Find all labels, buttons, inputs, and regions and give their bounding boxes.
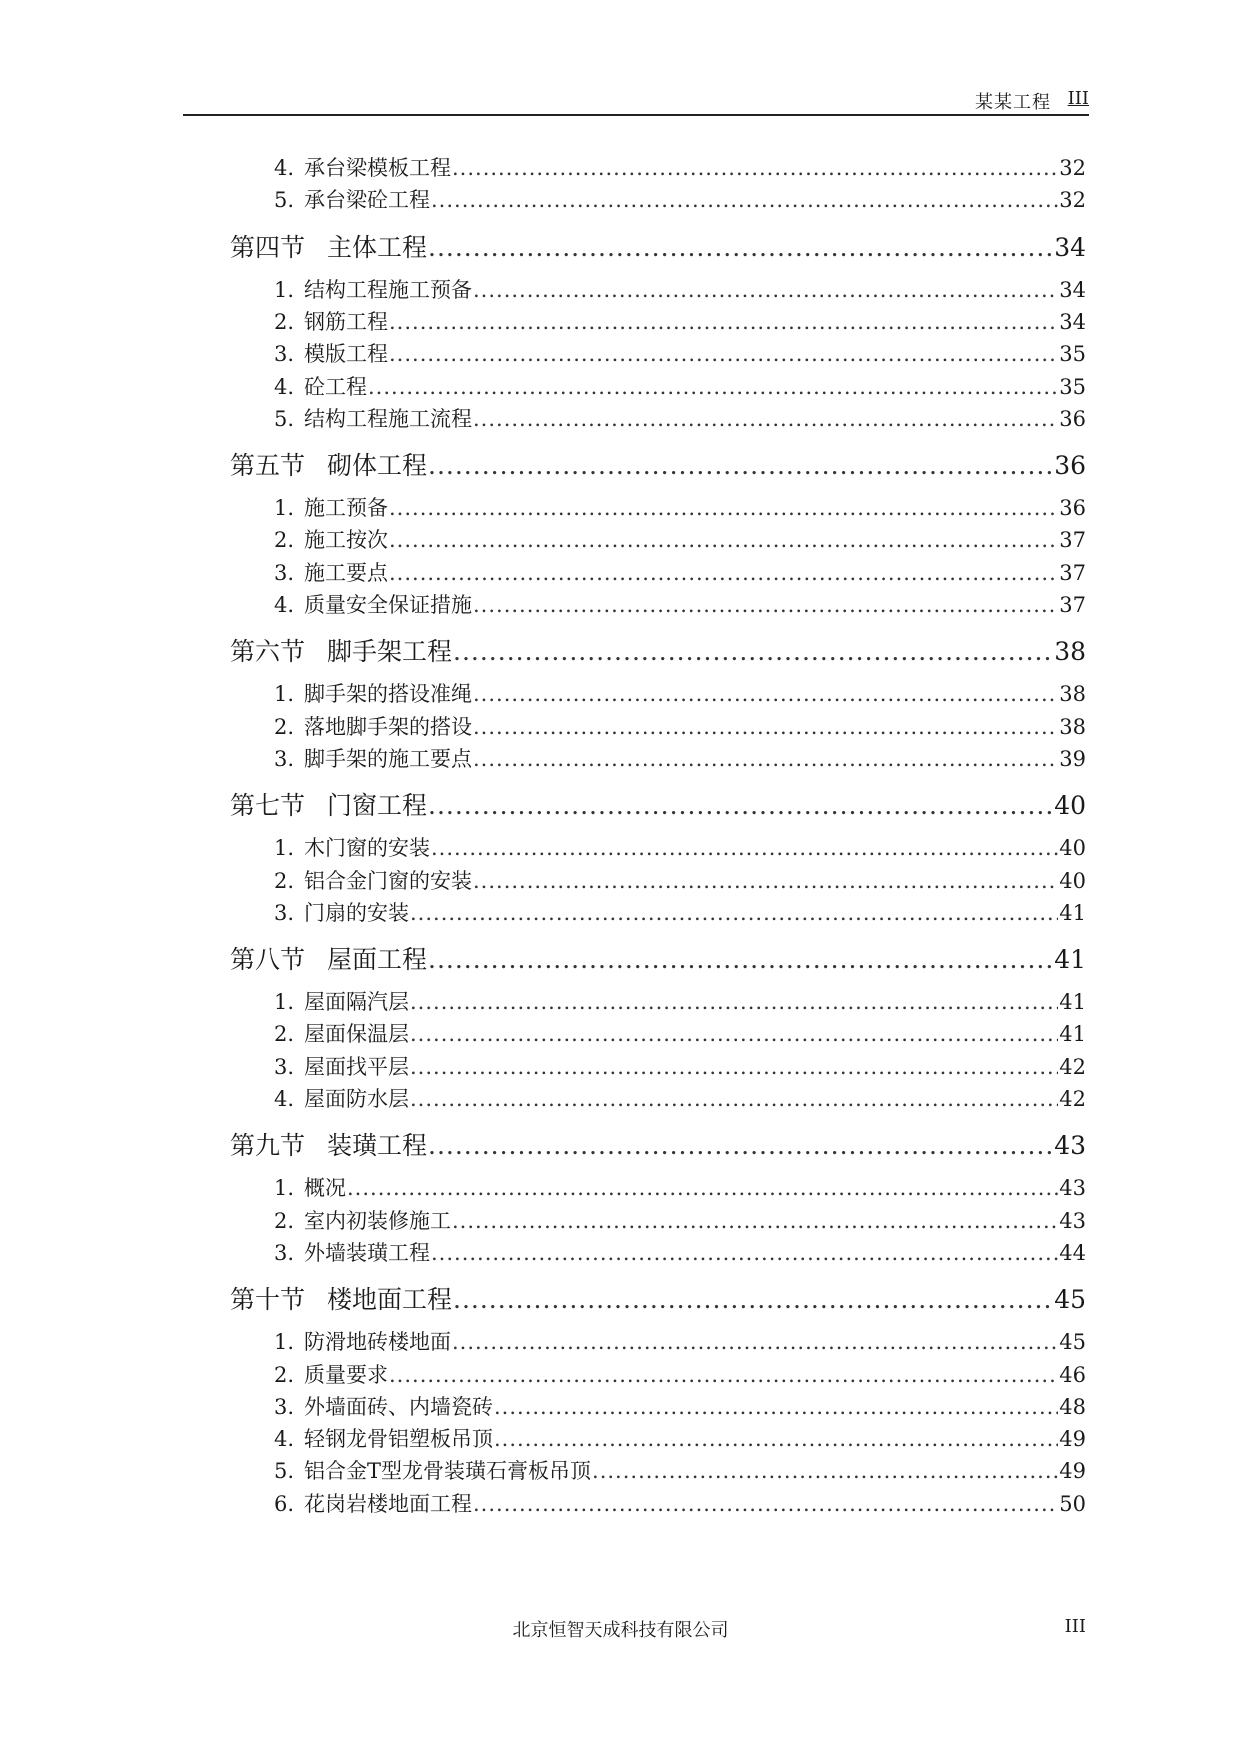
toc-entry-page-number: 40 (1054, 791, 1086, 821)
toc-entry-page-number: 41 (1059, 900, 1086, 925)
toc-item-entry[interactable] (274, 1172, 1086, 1202)
toc-item-entry[interactable] (274, 1326, 1086, 1356)
toc-dot-leader (410, 990, 1058, 1014)
toc-entry-number: 第六节 (230, 637, 306, 667)
toc-section-entry[interactable] (230, 940, 1086, 976)
toc-entry-number: 第十节 (230, 1285, 306, 1315)
toc-entry-page-number: 42 (1059, 1087, 1086, 1111)
toc-dot-leader (592, 1459, 1058, 1483)
toc-dot-leader (428, 945, 1053, 974)
toc-section-entry[interactable] (230, 632, 1086, 668)
toc-entry-page-number: 36 (1054, 451, 1086, 481)
toc-entry-title: 铝合金门窗的安装 (304, 868, 472, 893)
toc-entry-page-number: 36 (1059, 406, 1086, 431)
toc-dot-leader (453, 1285, 1053, 1314)
toc-dot-leader (431, 1241, 1058, 1265)
toc-item-entry[interactable] (274, 1423, 1086, 1453)
toc-dot-leader (473, 278, 1058, 302)
toc-entry-page-number: 34 (1059, 277, 1086, 302)
toc-dot-leader (494, 1427, 1058, 1451)
toc-dot-leader (389, 496, 1058, 520)
toc-entry-number: 2. (274, 1022, 295, 1047)
toc-dot-leader (389, 310, 1058, 334)
toc-entry-page-number: 32 (1059, 188, 1086, 213)
toc-entry-number: 4. (274, 374, 295, 399)
toc-item-entry[interactable] (274, 678, 1086, 708)
toc-dot-leader (389, 528, 1058, 552)
toc-entry-number: 第八节 (230, 945, 306, 975)
toc-item-entry[interactable] (274, 711, 1086, 741)
toc-entry-number: 3. (274, 1240, 295, 1265)
toc-dot-leader (473, 715, 1058, 739)
toc-entry-number: 4. (274, 1427, 295, 1452)
toc-entry-number: 4. (274, 1087, 295, 1111)
toc-entry-title: 门窗工程 (327, 791, 428, 821)
toc-entry-page-number: 41 (1059, 1022, 1086, 1047)
toc-entry-number: 2. (274, 1362, 295, 1387)
toc-entry-number: 3. (274, 560, 295, 585)
toc-entry-title: 屋面隔汽层 (304, 990, 409, 1015)
toc-entry-title: 门扇的安装 (304, 900, 409, 925)
toc-entry-title: 钢筋工程 (304, 309, 388, 334)
toc-entry-title: 施工预备 (304, 496, 388, 521)
toc-item-entry[interactable] (274, 832, 1086, 862)
toc-entry-title: 铝合金T型龙骨装璜石膏板吊顶 (304, 1459, 592, 1484)
toc-entry-title: 承台梁模板工程 (304, 156, 451, 180)
toc-dot-leader (473, 407, 1058, 431)
toc-entry-number: 第九节 (230, 1131, 306, 1161)
toc-entry-title: 施工按次 (304, 528, 388, 553)
toc-item-entry[interactable] (274, 338, 1086, 368)
toc-entry-number: 1. (274, 1330, 295, 1355)
toc-entry-page-number: 41 (1059, 990, 1086, 1015)
toc-dot-leader (428, 791, 1053, 820)
toc-item-entry[interactable] (274, 371, 1086, 401)
toc-dot-leader (473, 682, 1058, 706)
toc-entry-number: 5. (274, 1459, 295, 1484)
toc-entry-page-number: 48 (1059, 1394, 1086, 1419)
toc-entry-number: 2. (274, 528, 295, 553)
toc-dot-leader (431, 188, 1058, 212)
toc-item-entry[interactable] (274, 589, 1086, 619)
toc-entry-title: 外墙面砖、内墙瓷砖 (304, 1394, 493, 1419)
toc-section-entry[interactable] (230, 228, 1086, 264)
toc-entry-number: 3. (274, 342, 295, 367)
toc-item-entry[interactable] (274, 1455, 1086, 1485)
toc-entry-title: 承台梁砼工程 (304, 188, 430, 213)
toc-entry-title: 防滑地砖楼地面 (304, 1330, 451, 1355)
toc-dot-leader (473, 593, 1058, 617)
toc-entry-title: 脚手架的搭设准绳 (304, 682, 472, 707)
toc-entry-title: 脚手架的施工要点 (304, 746, 472, 771)
toc-entry-page-number: 40 (1059, 868, 1086, 893)
toc-dot-leader (473, 747, 1058, 771)
toc-entry-title: 脚手架工程 (327, 637, 453, 667)
toc-entry-page-number: 41 (1054, 945, 1086, 975)
toc-entry-number: 3. (274, 900, 295, 925)
toc-entry-title: 楼地面工程 (327, 1285, 453, 1315)
toc-entry-page-number: 36 (1059, 496, 1086, 521)
toc-dot-leader (473, 869, 1058, 893)
toc-dot-leader (410, 1055, 1058, 1079)
toc-entry-number: 2. (274, 309, 295, 334)
toc-entry-title: 屋面保温层 (304, 1022, 409, 1047)
toc-item-entry[interactable] (274, 986, 1086, 1016)
toc-entry-page-number: 39 (1059, 746, 1086, 771)
toc-item-entry[interactable] (274, 743, 1086, 773)
toc-section-entry[interactable] (230, 1280, 1086, 1316)
toc-entry-page-number: 38 (1059, 682, 1086, 707)
toc-dot-leader (428, 233, 1053, 262)
toc-entry-number: 5. (274, 406, 295, 431)
toc-dot-leader (428, 451, 1053, 480)
toc-dot-leader (347, 1176, 1058, 1200)
toc-entry-page-number: 43 (1054, 1131, 1086, 1161)
toc-item-entry[interactable] (274, 1391, 1086, 1421)
toc-section-entry[interactable] (230, 1126, 1086, 1162)
toc-dot-leader (410, 1087, 1058, 1111)
toc-entry-title: 质量安全保证措施 (304, 593, 472, 617)
toc-dot-leader (410, 901, 1058, 925)
toc-entry-number: 3. (274, 1054, 295, 1079)
toc-entry-title: 砼工程 (304, 374, 367, 399)
toc-dot-leader (452, 1209, 1058, 1233)
toc-item-entry[interactable] (274, 897, 1086, 927)
toc-entry-page-number: 37 (1059, 560, 1086, 585)
toc-item-entry[interactable] (274, 274, 1086, 304)
toc-entry-page-number: 46 (1059, 1362, 1086, 1387)
toc-item-entry[interactable] (274, 1018, 1086, 1048)
toc-entry-page-number: 34 (1059, 309, 1086, 334)
toc-item-entry[interactable] (274, 1359, 1086, 1389)
toc-dot-leader (389, 1363, 1058, 1387)
toc-entry-page-number: 40 (1059, 836, 1086, 861)
toc-entry-number: 1. (274, 1176, 295, 1201)
toc-entry-title: 结构工程施工流程 (304, 406, 472, 431)
toc-item-entry[interactable] (274, 152, 1086, 182)
toc-entry-number: 4. (274, 593, 295, 617)
toc-section-entry[interactable] (230, 786, 1086, 822)
toc-entry-page-number: 49 (1059, 1427, 1086, 1452)
toc-entry-page-number: 32 (1059, 156, 1086, 180)
toc-entry-title: 砌体工程 (327, 451, 428, 481)
toc-item-entry[interactable] (274, 1083, 1086, 1113)
toc-entry-title: 室内初装修施工 (304, 1208, 451, 1233)
toc-entry-number: 第五节 (230, 451, 306, 481)
toc-dot-leader (431, 836, 1058, 860)
toc-item-entry[interactable] (274, 1488, 1086, 1518)
toc-dot-leader (453, 637, 1053, 666)
toc-dot-leader (410, 1022, 1058, 1046)
toc-item-entry[interactable] (274, 1051, 1086, 1081)
toc-entry-title: 外墙装璜工程 (304, 1240, 430, 1265)
toc-dot-leader (428, 1131, 1053, 1160)
toc-entry-title: 屋面找平层 (304, 1054, 409, 1079)
toc-dot-leader (452, 156, 1058, 180)
toc-item-entry[interactable] (274, 524, 1086, 554)
toc-dot-leader (389, 342, 1058, 366)
toc-entry-page-number: 49 (1059, 1459, 1086, 1484)
toc-entry-page-number: 34 (1054, 232, 1086, 262)
toc-entry-number: 5. (274, 188, 295, 213)
toc-entry-page-number: 50 (1059, 1491, 1086, 1516)
toc-entry-number: 2. (274, 868, 295, 893)
toc-item-entry[interactable] (274, 1237, 1086, 1267)
toc-entry-title: 结构工程施工预备 (304, 277, 472, 302)
toc-entry-number: 2. (274, 714, 295, 739)
toc-entry-page-number: 44 (1059, 1240, 1086, 1265)
toc-entry-title: 装璜工程 (327, 1131, 428, 1161)
toc-entry-page-number: 35 (1059, 342, 1086, 367)
footer-company-name: 北京恒智天成科技有限公司 (512, 1620, 729, 1641)
toc-entry-title: 模版工程 (304, 342, 388, 367)
toc-entry-title: 概况 (304, 1176, 346, 1201)
toc-entry-title: 质量要求 (304, 1362, 388, 1387)
toc-entry-page-number: 45 (1059, 1330, 1086, 1355)
toc-entry-number: 1. (274, 496, 295, 521)
toc-entry-page-number: 37 (1059, 528, 1086, 553)
toc-entry-number: 1. (274, 682, 295, 707)
toc-dot-leader (473, 1492, 1058, 1516)
toc-entry-number: 4. (274, 156, 295, 180)
toc-item-entry[interactable] (274, 306, 1086, 336)
toc-item-entry[interactable] (274, 1205, 1086, 1235)
toc-entry-page-number: 35 (1059, 374, 1086, 399)
toc-item-entry[interactable] (274, 403, 1086, 433)
toc-entry-title: 花岗岩楼地面工程 (304, 1491, 472, 1516)
toc-dot-leader (494, 1395, 1058, 1419)
toc-entry-title: 落地脚手架的搭设 (304, 714, 472, 739)
toc-entry-number: 1. (274, 990, 295, 1015)
toc-entry-number: 1. (274, 277, 295, 302)
toc-entry-title: 轻钢龙骨铝塑板吊顶 (304, 1427, 493, 1452)
toc-entry-page-number: 38 (1059, 714, 1086, 739)
header-title: 某某工程 (975, 92, 1051, 113)
toc-entry-page-number: 37 (1059, 593, 1086, 617)
toc-item-entry[interactable] (274, 492, 1086, 522)
toc-entry-page-number: 43 (1059, 1208, 1086, 1233)
toc-item-entry[interactable] (274, 557, 1086, 587)
toc-dot-leader (389, 561, 1058, 585)
toc-entry-number: 2. (274, 1208, 295, 1233)
toc-entry-number: 3. (274, 746, 295, 771)
toc-dot-leader (452, 1330, 1058, 1354)
toc-entry-number: 6. (274, 1491, 295, 1516)
toc-entry-title: 施工要点 (304, 560, 388, 585)
toc-entry-page-number: 42 (1059, 1054, 1086, 1079)
toc-entry-page-number: 38 (1054, 637, 1086, 667)
toc-dot-leader (368, 375, 1058, 399)
toc-entry-number: 第七节 (230, 791, 306, 821)
footer-page-number: III (1064, 1616, 1086, 1637)
header-page-number: III (1067, 88, 1089, 109)
toc-entry-title: 木门窗的安装 (304, 836, 430, 861)
toc-entry-number: 3. (274, 1394, 295, 1419)
toc-entry-number: 第四节 (230, 232, 306, 262)
toc-entry-number: 1. (274, 836, 295, 861)
toc-item-entry[interactable] (274, 184, 1086, 214)
toc-entry-title: 主体工程 (327, 232, 428, 262)
toc-section-entry[interactable] (230, 446, 1086, 482)
toc-entry-page-number: 43 (1059, 1176, 1086, 1201)
toc-entry-title: 屋面防水层 (304, 1087, 409, 1111)
toc-entry-page-number: 45 (1054, 1285, 1086, 1315)
toc-item-entry[interactable] (274, 865, 1086, 895)
toc-entry-title: 屋面工程 (327, 945, 428, 975)
